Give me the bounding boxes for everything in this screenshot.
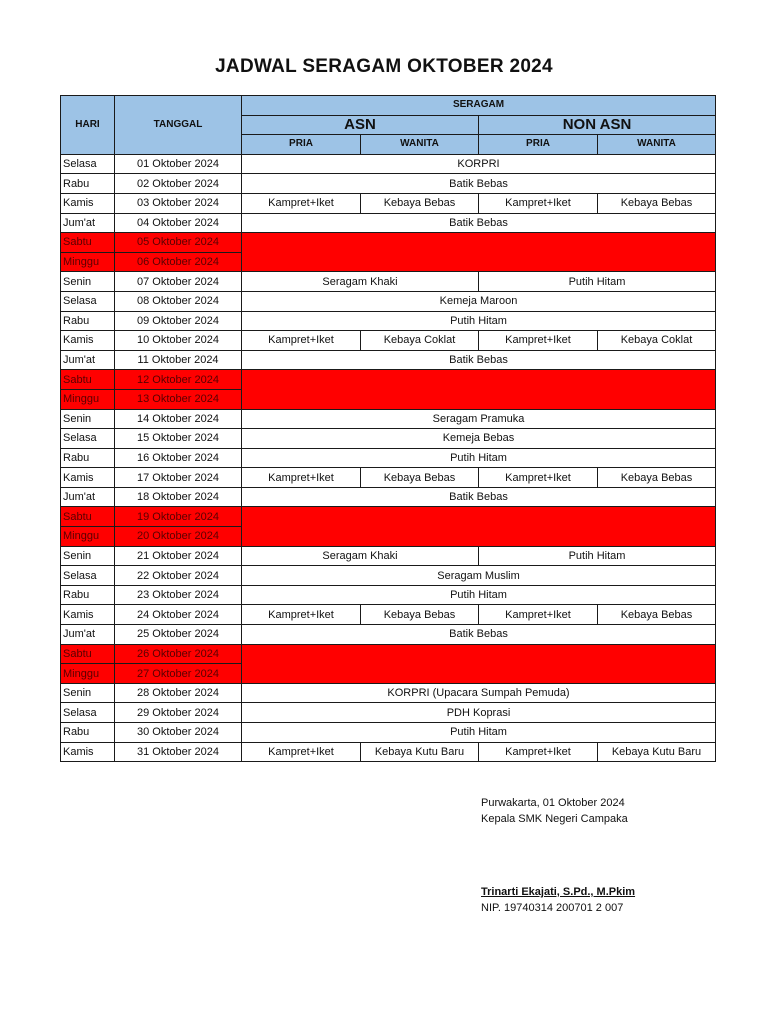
cell-seragam-all: Seragam Muslim <box>242 566 716 586</box>
cell-hari: Minggu <box>61 252 115 272</box>
cell-hari: Kamis <box>61 193 115 213</box>
table-row <box>61 233 716 253</box>
cell-tanggal: 09 Oktober 2024 <box>115 311 242 331</box>
table-row <box>61 742 716 762</box>
cell-hari: Kamis <box>61 468 115 488</box>
header-asn-wanita: WANITA <box>361 135 479 155</box>
cell-hari: Minggu <box>61 389 115 409</box>
cell-seragam-all: Kemeja Maroon <box>242 291 716 311</box>
cell-tanggal: 21 Oktober 2024 <box>115 546 242 566</box>
cell-hari: Kamis <box>61 605 115 625</box>
cell-seragam-all: Putih Hitam <box>242 311 716 331</box>
header-asn-pria: PRIA <box>242 135 361 155</box>
cell-tanggal: 19 Oktober 2024 <box>115 507 242 527</box>
table-row <box>61 193 716 213</box>
cell-tanggal: 20 Oktober 2024 <box>115 527 242 547</box>
cell-hari: Selasa <box>61 566 115 586</box>
cell-seragam-all: KORPRI <box>242 154 716 174</box>
cell-hari: Selasa <box>61 291 115 311</box>
cell-tanggal: 03 Oktober 2024 <box>115 193 242 213</box>
cell-tanggal: 08 Oktober 2024 <box>115 291 242 311</box>
table-row <box>61 468 716 488</box>
header-hari: HARI <box>61 96 115 155</box>
cell-seragam-asn: Seragam Khaki <box>242 546 479 566</box>
cell-hari: Jum'at <box>61 213 115 233</box>
table-row <box>61 311 716 331</box>
cell-hari: Senin <box>61 683 115 703</box>
table-row <box>61 291 716 311</box>
cell-hari: Sabtu <box>61 644 115 664</box>
header-non-asn: NON ASN <box>479 115 716 135</box>
table-row <box>61 487 716 507</box>
table-row <box>61 625 716 645</box>
cell-hari: Jum'at <box>61 350 115 370</box>
cell-tanggal: 22 Oktober 2024 <box>115 566 242 586</box>
cell-hari: Rabu <box>61 311 115 331</box>
header-tanggal: TANGGAL <box>115 96 242 155</box>
cell-hari: Sabtu <box>61 370 115 390</box>
cell-hari: Sabtu <box>61 233 115 253</box>
cell-hari: Selasa <box>61 703 115 723</box>
cell-asn-wanita: Kebaya Bebas <box>361 605 479 625</box>
cell-hari: Selasa <box>61 154 115 174</box>
cell-tanggal: 07 Oktober 2024 <box>115 272 242 292</box>
cell-tanggal: 23 Oktober 2024 <box>115 585 242 605</box>
cell-tanggal: 06 Oktober 2024 <box>115 252 242 272</box>
cell-tanggal: 27 Oktober 2024 <box>115 664 242 684</box>
table-row <box>61 585 716 605</box>
cell-weekend-block <box>242 644 716 683</box>
cell-hari: Senin <box>61 546 115 566</box>
cell-hari: Kamis <box>61 331 115 351</box>
signature-place-date: Purwakarta, 01 Oktober 2024 <box>481 797 625 809</box>
cell-asn-pria: Kampret+Iket <box>242 331 361 351</box>
table-row <box>61 213 716 233</box>
cell-tanggal: 24 Oktober 2024 <box>115 605 242 625</box>
cell-seragam-all: PDH Koprasi <box>242 703 716 723</box>
cell-non-asn-pria: Kampret+Iket <box>479 468 598 488</box>
cell-tanggal: 10 Oktober 2024 <box>115 331 242 351</box>
table-row <box>61 272 716 292</box>
cell-hari: Rabu <box>61 585 115 605</box>
cell-tanggal: 26 Oktober 2024 <box>115 644 242 664</box>
cell-hari: Minggu <box>61 664 115 684</box>
table-row <box>61 683 716 703</box>
table-row <box>61 507 716 527</box>
table-row <box>61 703 716 723</box>
cell-seragam-asn: Seragam Khaki <box>242 272 479 292</box>
cell-seragam-all: KORPRI (Upacara Sumpah Pemuda) <box>242 683 716 703</box>
uniform-schedule-table <box>60 95 716 762</box>
cell-asn-pria: Kampret+Iket <box>242 468 361 488</box>
cell-asn-wanita: Kebaya Coklat <box>361 331 479 351</box>
cell-seragam-all: Kemeja Bebas <box>242 429 716 449</box>
cell-hari: Sabtu <box>61 507 115 527</box>
signature-nip: NIP. 19740314 200701 2 007 <box>481 902 624 914</box>
cell-tanggal: 02 Oktober 2024 <box>115 174 242 194</box>
cell-tanggal: 11 Oktober 2024 <box>115 350 242 370</box>
document-title: JADWAL SERAGAM OKTOBER 2024 <box>215 56 553 77</box>
table-row <box>61 644 716 664</box>
cell-non-asn-wanita: Kebaya Bebas <box>598 193 716 213</box>
cell-asn-wanita: Kebaya Bebas <box>361 468 479 488</box>
cell-non-asn-pria: Kampret+Iket <box>479 605 598 625</box>
cell-non-asn-wanita: Kebaya Bebas <box>598 605 716 625</box>
cell-asn-wanita: Kebaya Bebas <box>361 193 479 213</box>
header-non-asn-pria: PRIA <box>479 135 598 155</box>
cell-seragam-non-asn: Putih Hitam <box>479 272 716 292</box>
cell-seragam-all: Batik Bebas <box>242 625 716 645</box>
signature-name: Trinarti Ekajati, S.Pd., M.Pkim <box>481 886 636 898</box>
cell-hari: Senin <box>61 272 115 292</box>
table-row <box>61 429 716 449</box>
cell-seragam-all: Putih Hitam <box>242 723 716 743</box>
cell-non-asn-wanita: Kebaya Coklat <box>598 331 716 351</box>
cell-seragam-all: Batik Bebas <box>242 213 716 233</box>
table-row <box>61 605 716 625</box>
cell-hari: Jum'at <box>61 625 115 645</box>
cell-tanggal: 30 Oktober 2024 <box>115 723 242 743</box>
header-seragam: SERAGAM <box>242 96 716 116</box>
cell-tanggal: 18 Oktober 2024 <box>115 487 242 507</box>
cell-hari: Kamis <box>61 742 115 762</box>
table-row <box>61 350 716 370</box>
cell-hari: Rabu <box>61 448 115 468</box>
cell-seragam-all: Batik Bebas <box>242 487 716 507</box>
cell-seragam-non-asn: Putih Hitam <box>479 546 716 566</box>
table-row <box>61 448 716 468</box>
cell-tanggal: 05 Oktober 2024 <box>115 233 242 253</box>
cell-tanggal: 04 Oktober 2024 <box>115 213 242 233</box>
cell-hari: Selasa <box>61 429 115 449</box>
cell-tanggal: 13 Oktober 2024 <box>115 389 242 409</box>
signature-position: Kepala SMK Negeri Campaka <box>481 813 628 825</box>
cell-asn-pria: Kampret+Iket <box>242 605 361 625</box>
header-non-asn-wanita: WANITA <box>598 135 716 155</box>
header-asn: ASN <box>242 115 479 135</box>
cell-non-asn-wanita: Kebaya Kutu Baru <box>598 742 716 762</box>
cell-tanggal: 25 Oktober 2024 <box>115 625 242 645</box>
cell-tanggal: 15 Oktober 2024 <box>115 429 242 449</box>
cell-tanggal: 31 Oktober 2024 <box>115 742 242 762</box>
cell-hari: Jum'at <box>61 487 115 507</box>
table-row <box>61 409 716 429</box>
table-row <box>61 546 716 566</box>
schedule-body <box>61 154 716 761</box>
cell-weekend-block <box>242 507 716 546</box>
cell-tanggal: 28 Oktober 2024 <box>115 683 242 703</box>
cell-asn-wanita: Kebaya Kutu Baru <box>361 742 479 762</box>
cell-non-asn-pria: Kampret+Iket <box>479 742 598 762</box>
cell-weekend-block <box>242 233 716 272</box>
table-row <box>61 331 716 351</box>
cell-hari: Rabu <box>61 174 115 194</box>
table-row <box>61 174 716 194</box>
table-row <box>61 154 716 174</box>
cell-seragam-all: Putih Hitam <box>242 585 716 605</box>
cell-tanggal: 12 Oktober 2024 <box>115 370 242 390</box>
table-row <box>61 723 716 743</box>
cell-seragam-all: Batik Bebas <box>242 174 716 194</box>
cell-seragam-all: Seragam Pramuka <box>242 409 716 429</box>
cell-tanggal: 17 Oktober 2024 <box>115 468 242 488</box>
table-row <box>61 370 716 390</box>
cell-tanggal: 16 Oktober 2024 <box>115 448 242 468</box>
cell-hari: Senin <box>61 409 115 429</box>
cell-seragam-all: Putih Hitam <box>242 448 716 468</box>
cell-asn-pria: Kampret+Iket <box>242 193 361 213</box>
cell-asn-pria: Kampret+Iket <box>242 742 361 762</box>
cell-hari: Rabu <box>61 723 115 743</box>
cell-tanggal: 29 Oktober 2024 <box>115 703 242 723</box>
cell-weekend-block <box>242 370 716 409</box>
cell-tanggal: 14 Oktober 2024 <box>115 409 242 429</box>
cell-non-asn-pria: Kampret+Iket <box>479 193 598 213</box>
cell-non-asn-wanita: Kebaya Bebas <box>598 468 716 488</box>
cell-tanggal: 01 Oktober 2024 <box>115 154 242 174</box>
table-row <box>61 566 716 586</box>
cell-hari: Minggu <box>61 527 115 547</box>
cell-seragam-all: Batik Bebas <box>242 350 716 370</box>
cell-non-asn-pria: Kampret+Iket <box>479 331 598 351</box>
